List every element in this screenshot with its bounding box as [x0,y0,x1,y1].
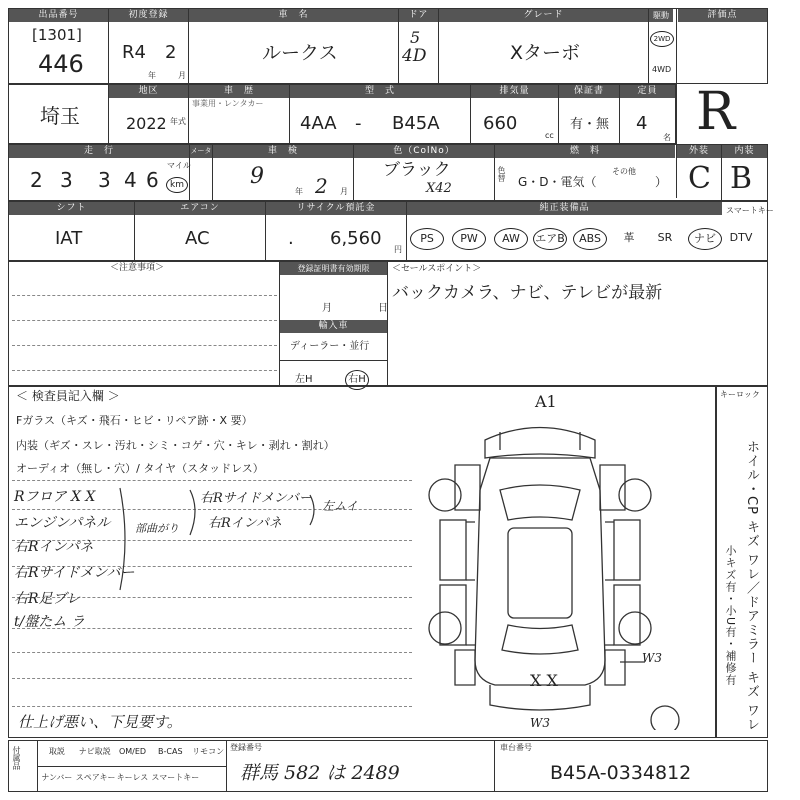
region-value: 埼玉 [40,104,80,128]
diagram-bottom-note: W3 [530,716,550,730]
footer-side-label: 付属品 [12,746,21,770]
plate-number: 群馬 582 は 2489 [240,762,400,784]
equip-4: ABS [573,228,607,250]
diagram-marks: X X [530,671,558,690]
notes-header: ＜注意事項＞ [110,263,165,273]
legend-col-2: 小キズ有・小U有・補修有 [724,545,737,687]
mileage-unit-km: km [166,177,188,193]
mileage-digit-3: 3 [98,168,111,192]
inspection-year: 9 [250,164,264,189]
grade-header: グレード [439,9,648,22]
inspection-nen: 年 [295,187,303,196]
footer-bottom-2: キーレス [116,773,149,782]
hand-left-2: 右Rインパネ [14,539,94,555]
equip-2: AW [494,228,528,250]
plate-label: 登録番号 [230,743,262,752]
equip-extra: スマートキー [726,206,774,215]
hand-left-1: エンジンパネル [14,515,111,531]
mileage-digit-5: 6 [146,168,159,192]
first-reg-header: 初度登録 [109,9,188,22]
hand-left-4: 右R足ブレ [14,591,80,607]
color-change: 色替 [497,166,506,182]
recycle-unit: 円 [394,245,402,254]
exterior-score: C [688,161,711,196]
shift-header: シフト [9,202,134,215]
sales-point-header: ＜セールスポイント＞ [392,264,482,274]
shift-value: IAT [55,228,83,249]
evaluation-header: 評価点 [678,9,767,22]
fuel-close: ） [655,175,668,189]
doors-value: 5 [410,28,421,47]
model-prefix: 4AA [300,113,337,134]
evaluation-score: R [696,82,736,142]
model-year: 2022 [126,114,167,133]
hand-right-1: 右Rサイドメンバー [200,491,312,506]
model-code: B45A [392,113,440,134]
interior-line: 内装（ギズ・スレ・汚れ・シミ・コゲ・穴・キレ・剥れ・割れ） [16,439,335,452]
inspection-tsuki: 月 [340,187,348,196]
diagram-right-note: W3 [642,651,662,665]
region-header: 地区 [109,85,188,98]
recycle-amount: 6,560 [330,228,382,249]
first-reg-month: 2 [165,42,177,63]
aircon-value: AC [185,228,210,249]
color-header: 色（ColNo） [354,145,494,158]
mileage-header: 走 行 [9,145,189,158]
reg-valid-month: 月 [322,303,332,314]
keylock-header: キーロック [720,390,760,399]
hand-right-note: 左ムイ [322,499,358,513]
sales-point: バックカメラ、ナビ、テレビが最新 [392,283,663,303]
equip-7: ナビ [688,228,722,250]
hand-left-3: 右Rサイドメンバー [14,565,135,581]
model-year-note: 年式 [170,117,186,126]
equip-6: SR [657,231,673,244]
inspection-header: 車 検 [213,145,353,158]
equip-1: PW [452,228,486,250]
model-header: 型 式 [290,85,470,98]
warranty-header: 保証書 [559,85,619,98]
hand-left-5: t/盤たム ラ [14,614,85,630]
mileage-digit-4: 4 [124,168,137,192]
aircon-header: エアコン [135,202,265,215]
footer-bottom-3: スマートキー [151,773,200,782]
nen-label: 年 [148,71,156,80]
import-dealer: ディーラー・並行 [290,341,370,352]
color-code: X42 [426,181,452,196]
fuel-header: 燃 料 [495,145,675,158]
doors-header: ドア [399,9,438,22]
fuel-options: G・D・電気（ [518,175,597,189]
mileage-digit-2: 3 [60,168,73,192]
first-reg-era: R4 [122,42,146,63]
chassis-number: B45A-0334812 [550,762,692,784]
warranty-value: 有・無 [570,117,610,132]
seats-header: 定員 [620,85,675,98]
color-name: ブラック [383,160,451,180]
doors-suffix: 4D [402,46,427,66]
reg-valid-header: 登録証明書有効期限 [280,262,387,275]
seats-unit: 名 [663,133,671,142]
hand-left-0: Rフロア X X [14,489,96,505]
import-right: 右H [345,370,369,390]
drive-header: 駆動 [649,9,673,22]
hand-mid: 部曲がり [135,522,179,535]
equip-5: 革 [623,231,635,244]
grade-value: Xターボ [510,42,581,64]
displacement-unit: cc [545,131,554,140]
interior-header: 内装 [722,145,767,158]
diagram-top-note: A1 [535,392,557,411]
recycle-header: リサイクル預託金 [266,202,406,215]
hand-bottom: 仕上げ悪い、下見要す。 [18,713,182,731]
mileage-digit-1: 2 [30,168,43,192]
meter-header: メーター [190,147,212,168]
car-diagram [420,410,680,730]
drive-2wd: 2WD [650,31,674,47]
lot-no-header: 出品番号 [9,9,108,22]
lot-bracket: [1301] [32,26,82,44]
displacement-value: 660 [483,113,518,134]
history-header: 車 歴 [189,85,289,98]
footer-top-4: リモコン [192,747,225,756]
model-dash: - [355,113,362,134]
equipment-header: 純正装備品 [407,202,722,215]
f-glass-line: Fガラス（キズ・飛石・ヒビ・リペア跡・X 要） [16,414,253,427]
footer-bottom-1: スペアキー [75,773,116,782]
equip-8: DTV [729,231,753,244]
footer-top-0: 取説 [48,747,65,756]
interior-score: B [730,161,753,196]
reg-valid-day: 日 [378,303,388,314]
inspection-month: 2 [315,174,328,198]
history-note: 事業用・レンタカー [192,99,264,108]
mileage-unit-mile: マイル [167,161,191,170]
audio-line: オーディオ（無し・穴）/ タイヤ（スタッドレス） [16,462,264,475]
chassis-label: 車台番号 [500,743,532,752]
fuel-other: その他 [612,167,636,176]
drive-4wd: 4WD [652,65,672,74]
lot-number: 446 [38,50,84,78]
recycle-dot: . [288,228,294,249]
footer-bottom-0: ナンバー [41,773,73,782]
car-name-header: 車 名 [189,9,398,22]
legend-col-1: ホイル・CP キズ ワレ／ドアミラー キズ ワレ [744,440,759,732]
footer-top-2: OM/ED [118,747,147,756]
equip-0: PS [410,228,444,250]
equip-3: エアB [533,228,567,250]
hand-right-2: 右Rインパネ [208,516,282,531]
tsuki-label: 月 [178,71,186,80]
import-header: 輸入車 [280,320,387,333]
exterior-header: 外装 [677,145,721,158]
displacement-header: 排気量 [471,85,558,98]
seats-value: 4 [636,113,648,134]
import-left: 左H [295,374,313,385]
inspector-header: ＜ 検査員記入欄 ＞ [16,389,120,403]
footer-top-3: B-CAS [158,747,183,756]
car-name: ルークス [262,42,338,64]
footer-top-1: ナビ取説 [78,747,111,756]
